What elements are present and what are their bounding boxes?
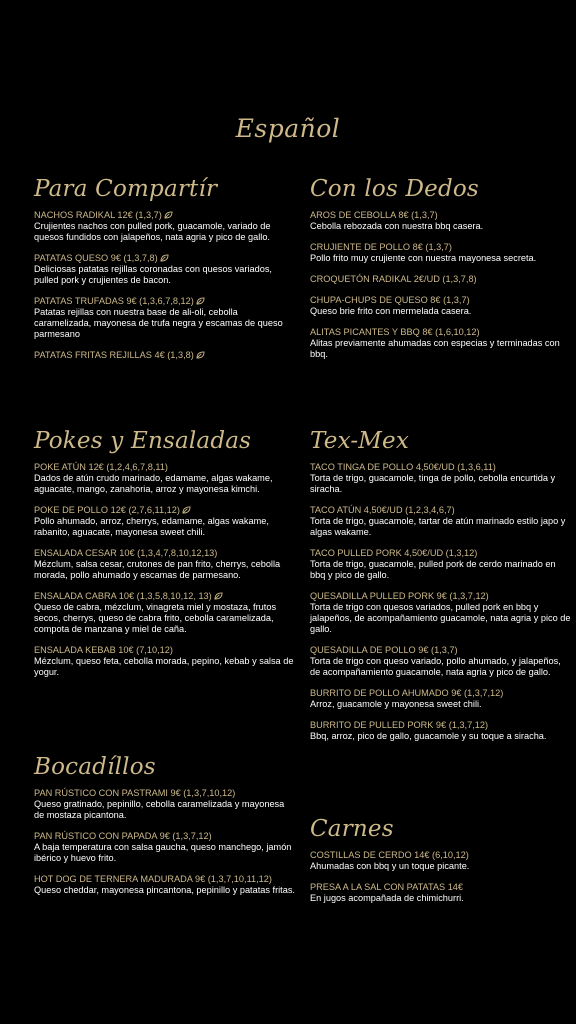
menu-item-name (310, 688, 572, 699)
menu-item (310, 591, 572, 635)
section-bocadillos (34, 754, 296, 906)
menu-item (34, 874, 296, 896)
section-title: Carnes (310, 816, 394, 842)
menu-item-description: Crujientes nachos con pulled pork, guacamole, variado de quesos fundidos con jalapeños, nata agria y pico de gallo. (34, 221, 271, 242)
menu-item (310, 327, 572, 360)
menu-item-description: Torta de trigo con quesos variados, pulled pork en bbq y jalapeños, de acompañamiento guacamole, nata agria y pico de gallo. (310, 602, 571, 634)
menu-item-name-text: POKE DE POLLO 12€ (2,7,6,11,12) (34, 505, 180, 515)
menu-item-description: Arroz, guacamole y mayonesa sweet chili. (310, 699, 482, 709)
menu-item (34, 788, 296, 821)
menu-item-description: Cebolla rebozada con nuestra bbq casera. (310, 221, 484, 231)
menu-item-name (310, 548, 572, 559)
menu-item-name (310, 242, 572, 253)
menu-item-name-text: ENSALADA KEBAB 10€ (7,10,12) (34, 645, 173, 655)
menu-item (310, 505, 572, 538)
menu-item (34, 462, 296, 495)
menu-item-description: Mézclum, queso feta, cebolla morada, pepino, kebab y salsa de yogur. (34, 656, 294, 677)
menu-item-description: Alitas previamente ahumadas con especias y terminadas con bbq. (310, 338, 560, 359)
section-tex-mex (310, 428, 572, 752)
menu-item-name-text: COSTILLAS DE CERDO 14€ (6,10,12) (310, 850, 469, 860)
menu-item-name-text: POKE ATÚN 12€ (1,2,4,6,7,8,11) (34, 462, 168, 472)
menu-item-name-text: HOT DOG DE TERNERA MADURADA 9€ (1,3,7,10,11,12) (34, 874, 272, 884)
menu-item-name (310, 274, 572, 285)
menu-item-name-text: CHUPA-CHUPS DE QUESO 8€ (1,3,7) (310, 295, 470, 305)
menu-item-name (310, 295, 572, 306)
menu-item-name (34, 462, 296, 473)
menu-item (34, 210, 296, 243)
section-pokes-y-ensaladas (34, 428, 296, 688)
menu-item-name (34, 210, 296, 221)
menu-item-name-text: BURRITO DE POLLO AHUMADO 9€ (1,3,7,12) (310, 688, 504, 698)
leaf-icon (214, 592, 223, 600)
menu-item-description: En jugos acompañada de chimichurri. (310, 893, 464, 903)
section-con-los-dedos (310, 176, 572, 370)
menu-item-name-text: CRUJIENTE DE POLLO 8€ (1,3,7) (310, 242, 452, 252)
menu-item-name-text: TACO ATÚN 4,50€/UD (1,2,3,4,6,7) (310, 505, 455, 515)
menu-item-description: Queso brie frito con mermelada casera. (310, 306, 472, 316)
menu-item-name (310, 720, 572, 731)
menu-item-description: Ahumadas con bbq y un toque picante. (310, 861, 470, 871)
menu-item-name (310, 462, 572, 473)
menu-item-description: Dados de atún crudo marinado, edamame, algas wakame, aguacate, mango, zanahoria, arroz y mayonesa kimchi. (34, 473, 273, 494)
menu-item-name-text: AROS DE CEBOLLA 8€ (1,3,7) (310, 210, 438, 220)
menu-item-name (34, 831, 296, 842)
menu-item-name-text: PAN RÚSTICO CON PASTRAMI 9€ (1,3,7,10,12) (34, 788, 236, 798)
menu-item-description: Queso de cabra, mézclum, vinagreta miel y mostaza, frutos secos, cherrys, queso de cabra frito, cebolla caramelizada, compota de manzana y miel de caña. (34, 602, 277, 634)
menu-item (34, 296, 296, 340)
menu-item-name-text: PATATAS QUESO 9€ (1,3,7,8) (34, 253, 158, 263)
menu-item (34, 831, 296, 864)
menu-item-name-text: PAN RÚSTICO CON PAPADA 9€ (1,3,7,12) (34, 831, 212, 841)
section-title: Tex-Mex (310, 428, 410, 454)
menu-item-name (34, 350, 296, 361)
menu-item-name (310, 591, 572, 602)
menu-item-name-text: ALITAS PICANTES Y BBQ 8€ (1,6,10,12) (310, 327, 480, 337)
language-title: Español (235, 114, 341, 143)
section-title: Bocadíllos (34, 754, 156, 780)
menu-item (310, 688, 572, 710)
menu-item-name-text: CROQUETÓN RADIKAL 2€/UD (1,3,7,8) (310, 274, 477, 284)
menu-item (34, 350, 296, 361)
menu-item-name-text: QUESADILLA DE POLLO 9€ (1,3,7) (310, 645, 458, 655)
menu-item-description: Torta de trigo con queso variado, pollo ahumado, y jalapeños, de acompañamiento guacamole, nata agria y pico de gallo. (310, 656, 561, 677)
menu-item-description: Torta de trigo, guacamole, tartar de atún marinado estilo japo y algas wakame. (310, 516, 566, 537)
menu-item-name-text: ENSALADA CESAR 10€ (1,3,4,7,8,10,12,13) (34, 548, 218, 558)
menu-item-description: Pollo frito muy crujiente con nuestra mayonesa secreta. (310, 253, 537, 263)
leaf-icon (164, 211, 173, 219)
menu-item-name-text: ENSALADA CABRA 10€ (1,3,5,8,10,12, 13) (34, 591, 212, 601)
menu-item (310, 274, 572, 285)
menu-item-description: A baja temperatura con salsa gaucha, queso manchego, jamón ibérico y huevo frito. (34, 842, 292, 863)
menu-item-name-text: TACO PULLED PORK 4,50€/UD (1,3,12) (310, 548, 478, 558)
section-title: Pokes y Ensaladas (34, 428, 252, 454)
menu-item-name-text: NACHOS RADIKAL 12€ (1,3,7) (34, 210, 162, 220)
menu-item (34, 253, 296, 286)
menu-item-name (310, 210, 572, 221)
menu-item-name (34, 548, 296, 559)
menu-item (34, 505, 296, 538)
menu-item-name-text: PATATAS TRUFADAS 9€ (1,3,6,7,8,12) (34, 296, 194, 306)
menu-item-description: Torta de trigo, guacamole, tinga de pollo, cebolla encurtida y siracha. (310, 473, 556, 494)
menu-item-description: Torta de trigo, guacamole, pulled pork de cerdo marinado en bbq y pico de gallo. (310, 559, 556, 580)
menu-item (34, 645, 296, 678)
menu-item (310, 850, 572, 872)
leaf-icon (196, 351, 205, 359)
menu-item-description: Pollo ahumado, arroz, cherrys, edamame, algas wakame, rabanito, aguacate, mayonesa sweet chili. (34, 516, 269, 537)
menu-item-description: Deliciosas patatas rejillas coronadas con quesos variados, pulled pork y crujientes de bacon. (34, 264, 272, 285)
menu-item-description: Mézclum, salsa cesar, crutones de pan frito, cherrys, cebolla morada, pollo ahumado y escamas de parmesano. (34, 559, 281, 580)
menu-item-description: Patatas rejillas con nuestra base de ali-oli, cebolla caramelizada, mayonesa de trufa negra y escamas de queso parmesano (34, 307, 283, 339)
menu-item-description: Bbq, arroz, pico de gallo, guacamole y su toque a siracha. (310, 731, 547, 741)
menu-item-name (34, 645, 296, 656)
menu-item-description: Queso cheddar, mayonesa pincantona, pepinillo y patatas fritas. (34, 885, 295, 895)
leaf-icon (182, 506, 191, 514)
menu-item (34, 548, 296, 581)
section-title: Con los Dedos (310, 176, 479, 202)
menu-item-description: Queso gratinado, pepinillo, cebolla caramelizada y mayonesa de mostaza picantona. (34, 799, 285, 820)
menu-item (310, 645, 572, 678)
menu-item (310, 720, 572, 742)
section-carnes (310, 816, 572, 914)
menu-item-name (310, 645, 572, 656)
menu-item-name (34, 505, 296, 516)
menu-item-name (310, 505, 572, 516)
menu-item-name-text: BURRITO DE PULLED PORK 9€ (1,3,7,12) (310, 720, 489, 730)
menu-item-name (310, 882, 572, 893)
menu-item-name-text: PRESA A LA SAL CON PATATAS 14€ (310, 882, 464, 892)
section-title: Para Compartír (34, 176, 218, 202)
menu-item-name (34, 591, 296, 602)
menu-item-name (34, 296, 296, 307)
menu-item (34, 591, 296, 635)
menu-item (310, 210, 572, 232)
menu-item-name (310, 327, 572, 338)
menu-item-name (34, 788, 296, 799)
menu-item (310, 462, 572, 495)
menu-item-name (34, 253, 296, 264)
leaf-icon (160, 254, 169, 262)
menu-item (310, 242, 572, 264)
menu-item (310, 295, 572, 317)
menu-item (310, 548, 572, 581)
menu-item-name (310, 850, 572, 861)
menu-item (310, 882, 572, 904)
leaf-icon (196, 297, 205, 305)
menu-item-name-text: QUESADILLA PULLED PORK 9€ (1,3,7,12) (310, 591, 489, 601)
menu-item-name-text: TACO TINGA DE POLLO 4,50€/UD (1,3,6,11) (310, 462, 496, 472)
section-para-compartir (34, 176, 296, 371)
menu-item-name-text: PATATAS FRITAS REJILLAS 4€ (1,3,8) (34, 350, 194, 360)
menu-item-name (34, 874, 296, 885)
